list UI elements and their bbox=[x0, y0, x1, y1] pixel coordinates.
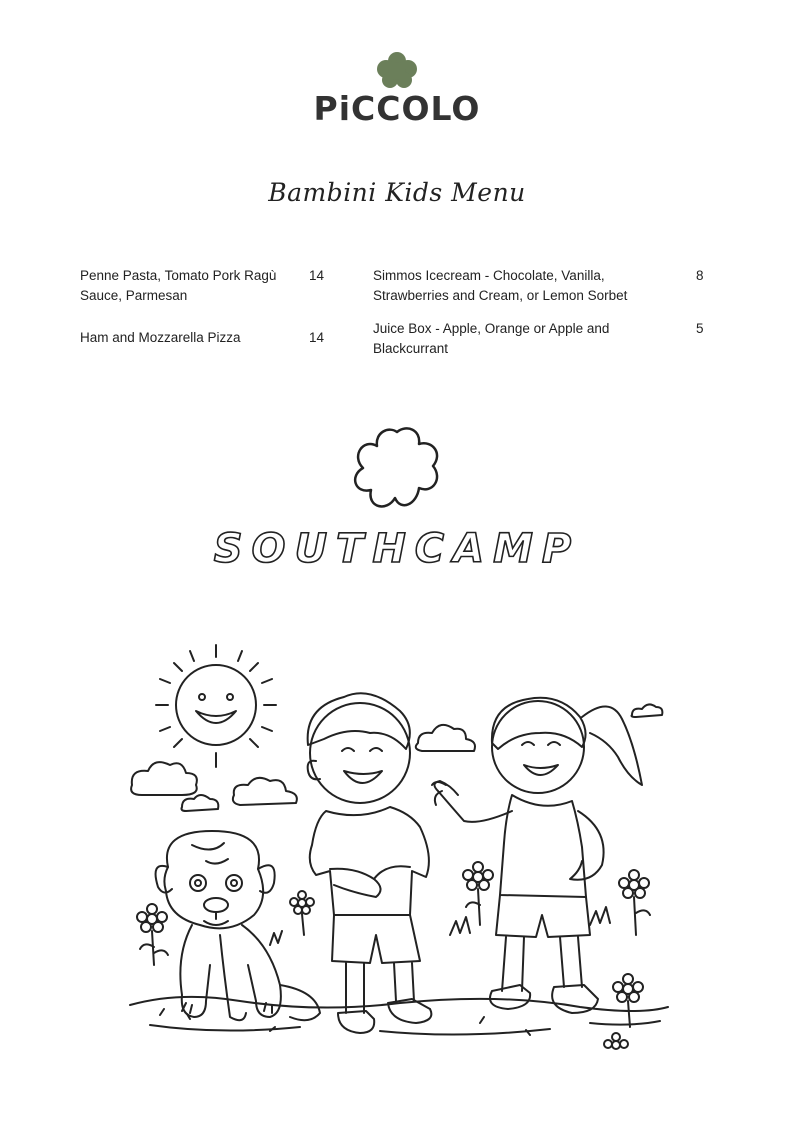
menu-item bbox=[80, 266, 325, 310]
brand-name: PiCCOLO bbox=[313, 89, 481, 128]
partner-name: SOUTHCAMP bbox=[213, 526, 581, 572]
menu-item-name: Simmos Icecream - Chocolate, Vanilla, Strawberries and Cream, or Lemon Sorbet bbox=[373, 268, 628, 303]
flower-icon bbox=[613, 974, 643, 1027]
piccolo-logo bbox=[0, 50, 794, 128]
menu-title: Bambini Kids Menu bbox=[268, 178, 526, 207]
menu-item-price: 14 bbox=[309, 330, 325, 345]
flower-outline-icon bbox=[349, 424, 445, 514]
flower-icon bbox=[463, 862, 493, 925]
flower-icon bbox=[137, 904, 168, 965]
cloud-icon bbox=[131, 762, 197, 795]
sun-icon bbox=[156, 645, 276, 767]
dog-illustration bbox=[156, 831, 320, 1020]
cloud-icon bbox=[233, 778, 297, 805]
boy-illustration bbox=[308, 693, 432, 1033]
southcamp-logo bbox=[0, 424, 794, 572]
flower-icon bbox=[604, 1033, 628, 1049]
menu-item-price: 8 bbox=[696, 268, 704, 283]
menu-item-name: Ham and Mozzarella Pizza bbox=[80, 330, 241, 345]
coloring-illustration bbox=[120, 635, 680, 1065]
menu-item-price: 5 bbox=[696, 321, 704, 336]
menu-item-name: Juice Box - Apple, Orange or Apple and Blackcurrant bbox=[373, 321, 610, 356]
flower-icon bbox=[290, 891, 314, 935]
flower-icon bbox=[619, 870, 650, 935]
cloud-icon bbox=[632, 704, 663, 717]
menu-item-name: Penne Pasta, Tomato Pork Ragù Sauce, Parmesan bbox=[80, 268, 277, 303]
menu-item bbox=[373, 319, 713, 363]
girl-illustration bbox=[432, 698, 642, 1013]
menu-item-price: 14 bbox=[309, 268, 325, 283]
cloud-icon bbox=[182, 795, 219, 811]
cloud-icon bbox=[416, 725, 475, 751]
flower-icon bbox=[375, 50, 419, 90]
menu-item bbox=[80, 328, 325, 350]
menu-item bbox=[373, 266, 713, 310]
